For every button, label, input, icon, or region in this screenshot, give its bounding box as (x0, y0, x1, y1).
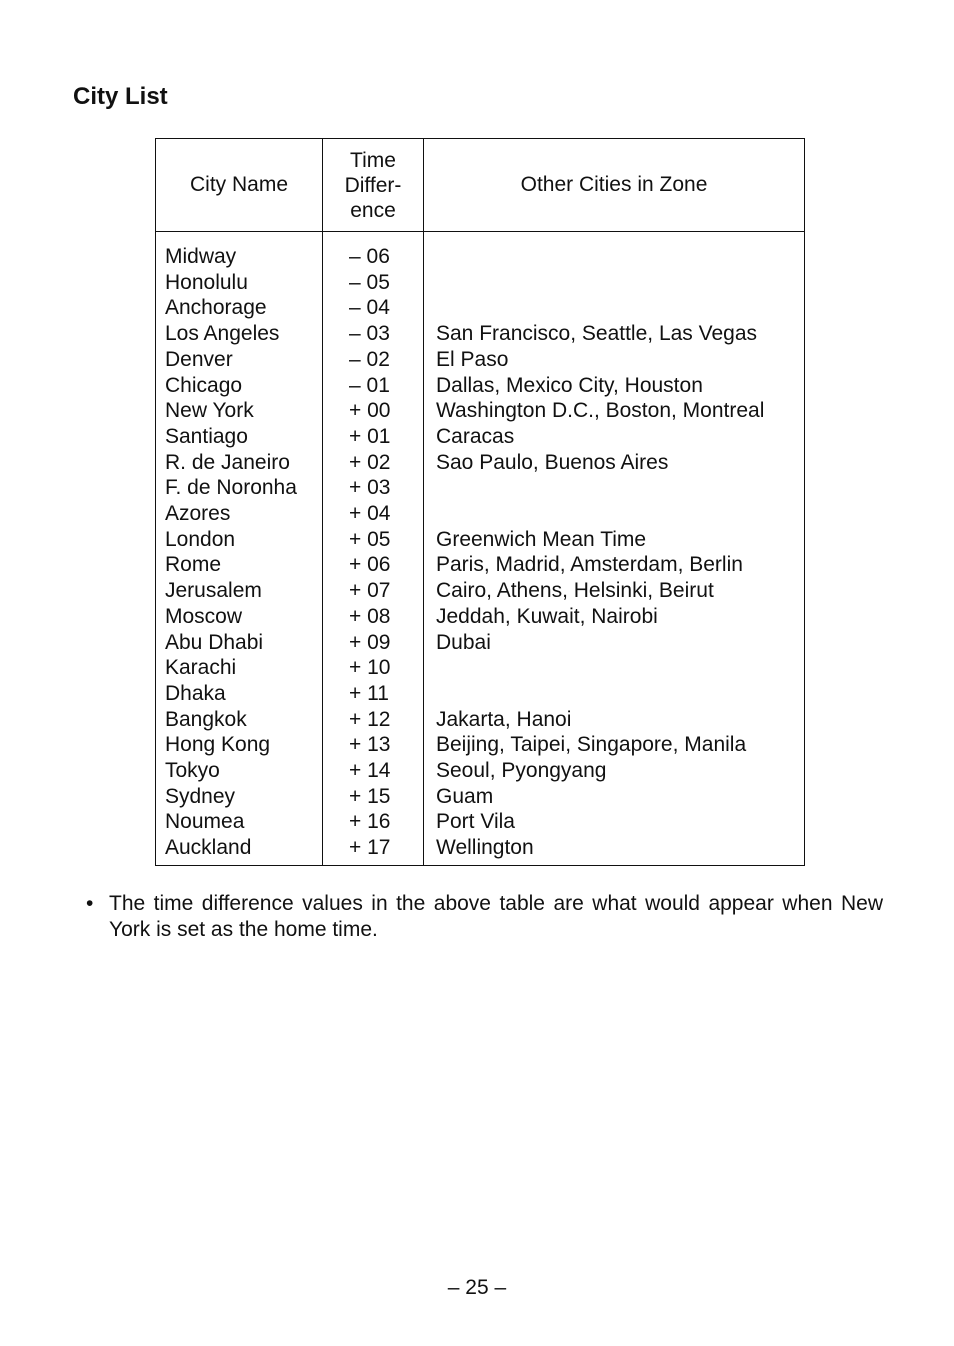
city-name-cell: Anchorage (156, 295, 323, 321)
city-name-cell: F. de Noronha (156, 475, 323, 501)
time-difference-cell: + 06 (323, 552, 424, 578)
header-time-difference-line-2: Differ- (344, 173, 402, 197)
time-difference-cell: + 02 (323, 450, 424, 476)
time-difference-cell: – 03 (323, 321, 424, 347)
table-row (156, 232, 805, 270)
city-name-cell: London (156, 527, 323, 553)
table-row (156, 707, 805, 733)
table-row (156, 450, 805, 476)
other-cities-cell: Washington D.C., Boston, Montreal (436, 399, 765, 423)
city-name-cell: Abu Dhabi (156, 630, 323, 656)
time-difference-cell: – 05 (323, 270, 424, 296)
table-row (156, 475, 805, 501)
city-name-cell: Honolulu (156, 270, 323, 296)
city-name-cell: Sydney (156, 784, 323, 810)
city-name-cell: Karachi (156, 655, 323, 681)
other-cities-cell: Dallas, Mexico City, Houston (436, 373, 703, 397)
other-cities-cell: Greenwich Mean Time (436, 527, 647, 551)
table-row (156, 655, 805, 681)
table-row (156, 424, 805, 450)
table-row (156, 630, 805, 656)
other-cities-cell: Cairo, Athens, Helsinki, Beirut (436, 579, 714, 603)
table-row (156, 604, 805, 630)
other-cities-cell: Port Vila (436, 810, 515, 834)
table-row (156, 835, 805, 865)
city-name-cell: Azores (156, 501, 323, 527)
table-row (156, 398, 805, 424)
time-difference-cell: + 01 (323, 424, 424, 450)
other-cities-cell: El Paso (436, 347, 509, 371)
city-name-cell: Los Angeles (156, 321, 323, 347)
time-difference-cell: – 02 (323, 347, 424, 373)
header-time-difference-line-3: ence (350, 198, 396, 222)
other-cities-cell (424, 655, 805, 681)
city-name-cell: Midway (156, 232, 323, 270)
table-row (156, 732, 805, 758)
table-row (156, 373, 805, 399)
time-difference-cell: + 12 (323, 707, 424, 733)
city-name-cell: Rome (156, 552, 323, 578)
header-city-name: City Name (156, 139, 323, 232)
other-cities-cell: Paris, Madrid, Amsterdam, Berlin (436, 553, 743, 577)
time-difference-cell: + 00 (323, 398, 424, 424)
other-cities-cell: Wellington (436, 836, 534, 860)
table-row (156, 784, 805, 810)
city-name-cell: Moscow (156, 604, 323, 630)
table-body (156, 232, 805, 866)
page-title: City List (73, 83, 168, 110)
table-row (156, 578, 805, 604)
city-name-cell: Santiago (156, 424, 323, 450)
table-row (156, 321, 805, 347)
other-cities-cell: Dubai (436, 630, 491, 654)
bullet-icon: • (86, 892, 94, 915)
table-row (156, 347, 805, 373)
city-name-cell: Bangkok (156, 707, 323, 733)
other-cities-cell: Caracas (436, 424, 515, 448)
table-row (156, 681, 805, 707)
city-name-cell: Chicago (156, 373, 323, 399)
other-cities-cell (424, 501, 805, 527)
time-difference-cell: + 07 (323, 578, 424, 604)
other-cities-cell (424, 232, 805, 270)
time-difference-cell: + 10 (323, 655, 424, 681)
city-name-cell: Tokyo (156, 758, 323, 784)
table-row (156, 552, 805, 578)
city-name-cell: Noumea (156, 809, 323, 835)
table-row (156, 809, 805, 835)
footnote-text: The time difference values in the above table are what would appear when New York is set as the home time. (109, 892, 883, 941)
table-row (156, 501, 805, 527)
other-cities-cell: San Francisco, Seattle, Las Vegas (436, 322, 758, 346)
city-list-table (155, 138, 805, 866)
header-other-cities: Other Cities in Zone (424, 139, 805, 232)
time-difference-cell: – 06 (323, 232, 424, 270)
page-number: – 25 – (447, 1276, 507, 1299)
time-difference-cell: + 11 (323, 681, 424, 707)
time-difference-cell: + 14 (323, 758, 424, 784)
time-difference-cell: – 01 (323, 373, 424, 399)
city-name-cell: Dhaka (156, 681, 323, 707)
city-name-cell: R. de Janeiro (156, 450, 323, 476)
time-difference-cell: + 16 (323, 809, 424, 835)
table-header (156, 139, 805, 232)
table-row (156, 270, 805, 296)
footnote (86, 891, 883, 943)
time-difference-cell: + 03 (323, 475, 424, 501)
other-cities-cell: Guam (436, 784, 494, 808)
city-name-cell: Auckland (156, 835, 323, 865)
city-name-cell: Denver (156, 347, 323, 373)
header-time-difference-line-1: Time (350, 148, 396, 172)
time-difference-cell: + 04 (323, 501, 424, 527)
table-row (156, 295, 805, 321)
other-cities-cell: Jakarta, Hanoi (436, 707, 572, 731)
table-row (156, 527, 805, 553)
time-difference-cell: – 04 (323, 295, 424, 321)
other-cities-cell (424, 681, 805, 707)
time-difference-cell: + 13 (323, 732, 424, 758)
time-difference-cell: + 09 (323, 630, 424, 656)
table-row (156, 758, 805, 784)
other-cities-cell: Seoul, Pyongyang (436, 759, 607, 783)
other-cities-cell: Beijing, Taipei, Singapore, Manila (436, 733, 747, 757)
time-difference-cell: + 17 (323, 835, 424, 865)
other-cities-cell (424, 475, 805, 501)
other-cities-cell (424, 295, 805, 321)
header-time-difference (323, 139, 424, 232)
table-header-row (156, 139, 805, 232)
city-name-cell: New York (156, 398, 323, 424)
time-difference-cell: + 05 (323, 527, 424, 553)
other-cities-cell (424, 270, 805, 296)
other-cities-cell: Jeddah, Kuwait, Nairobi (436, 604, 658, 628)
city-name-cell: Jerusalem (156, 578, 323, 604)
city-name-cell: Hong Kong (156, 732, 323, 758)
time-difference-cell: + 15 (323, 784, 424, 810)
time-difference-cell: + 08 (323, 604, 424, 630)
other-cities-cell: Sao Paulo, Buenos Aires (436, 450, 669, 474)
